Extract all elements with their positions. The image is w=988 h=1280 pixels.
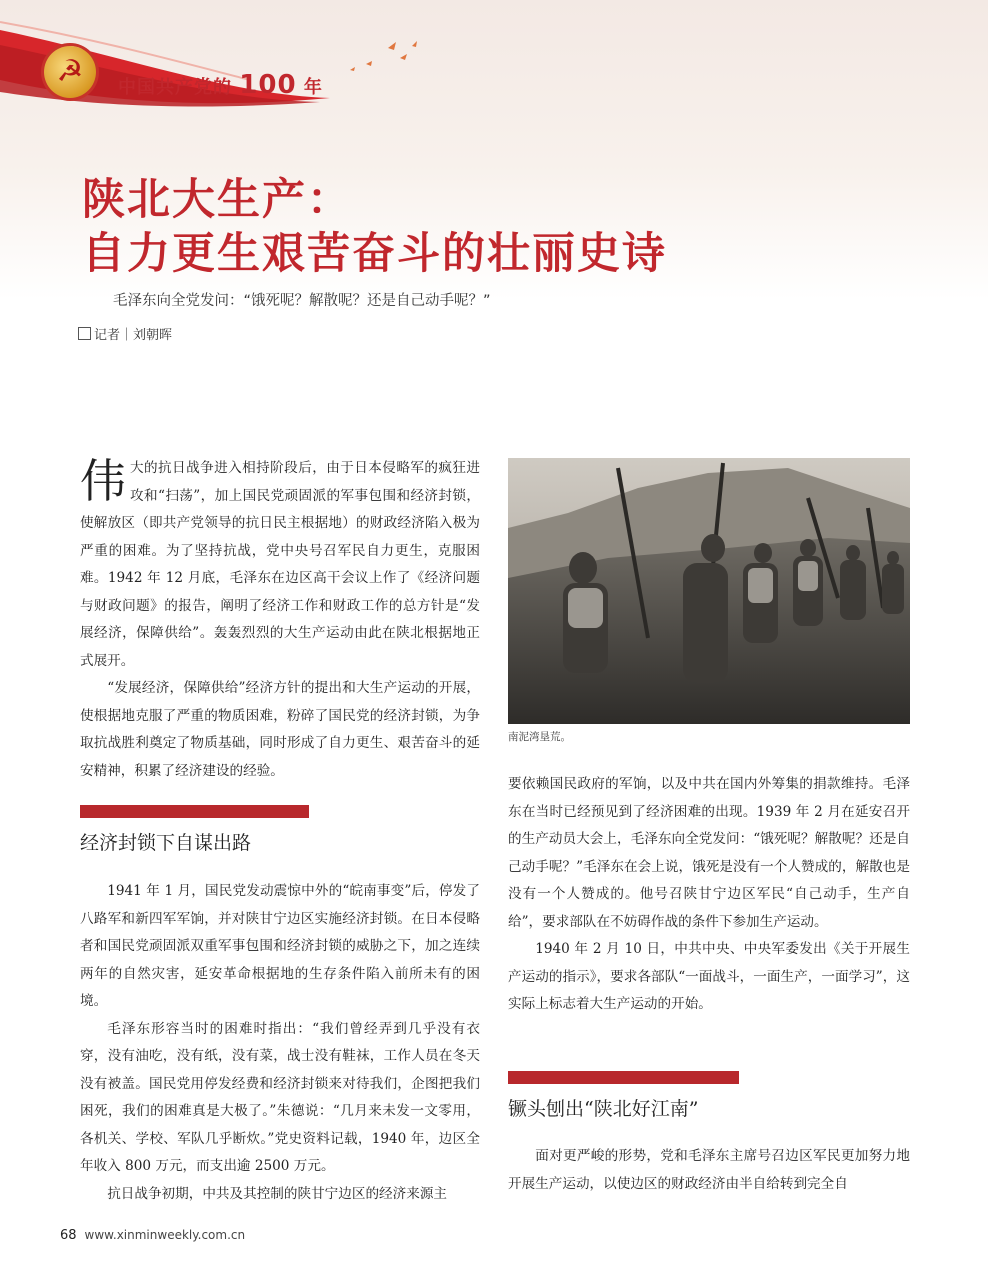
byline <box>78 324 172 343</box>
birds-decoration <box>350 41 417 71</box>
right-column-text <box>508 771 910 1019</box>
article-title-line1: 陕北大生产： <box>82 175 352 225</box>
series-label <box>118 70 323 100</box>
page-footer <box>60 1228 245 1243</box>
right-column-section2 <box>508 1143 910 1198</box>
article-title-line2: 自力更生艰苦奋斗的壮丽史诗 <box>82 229 667 279</box>
photo-caption: 南泥湾垦荒。 <box>508 731 571 743</box>
paragraph-intro <box>80 455 480 675</box>
pen-icon <box>78 327 91 340</box>
paragraph-r-1: 要依赖国民政府的军饷，以及中共在国内外筹集的捐款维持。毛泽东在当时已经预见到了经济困难的出现。1939 年 2 月在延安召开的生产动员大会上，毛泽东向全党发问：“饿死呢？解散呢？还是自己动手呢？”毛泽东在会上说，饿死是没有一个人赞成的，解散也是没有一个人赞成的。他号召陕甘宁边区军民“自己动手，生产自给”，要求部队在不妨碍作战的条件下参加生产运动。 <box>508 776 910 930</box>
section-bar <box>508 1071 739 1084</box>
photo-farming <box>508 458 910 724</box>
series-suffix: 年 <box>303 77 323 98</box>
party-emblem-icon: ☭ <box>44 46 96 98</box>
series-prefix: 中国共产党的 <box>118 77 232 98</box>
series-number: 100 <box>239 70 297 100</box>
website-url: www.xinminweekly.com.cn <box>84 1228 246 1242</box>
section-bar <box>80 805 309 818</box>
section-heading-1: 经济封锁下自谋出路 <box>80 832 252 854</box>
page-number: 68 <box>60 1228 77 1243</box>
paragraph-r-2: 1940 年 2 月 10 日，中共中央、中央军委发出《关于开展生产运动的指示》，要求各部队“一面战斗，一面生产，一面学习”，这实际上标志着大生产运动的开始。 <box>508 941 910 1012</box>
paragraph-s1-1: 1941 年 1 月，国民党发动震惊中外的“皖南事变”后，停发了八路军和新四军军饷，并对陕甘宁边区实施经济封锁。在日本侵略者和国民党顽固派双重军事包围和经济封锁的威胁之下，加之连续两年的自然灾害，延安革命根据地的生存条件陷入前所未有的困境。 <box>80 883 480 1009</box>
byline-text: 记者｜刘朝晖 <box>94 328 173 343</box>
article-subtitle: 毛泽东向全党发问：“饿死呢？解散呢？还是自己动手呢？” <box>113 293 491 309</box>
left-column-intro <box>80 455 480 785</box>
paragraph-s1-2: 毛泽东形容当时的困难时指出：“我们曾经弄到几乎没有衣穿，没有油吃，没有纸，没有菜，战士没有鞋袜，工作人员在冬天没有被盖。国民党用停发经费和经济封锁来对待我们，企图把我们困死，我们的困难真是大极了。”朱德说：“几月来未发一文零用，各机关、学校、军队几乎断炊。”党史资料记载，1940 年，边区全年收入 800 万元，而支出逾 2500 万元。 <box>80 1020 480 1174</box>
paragraph-s1-3: 抗日战争初期，中共及其控制的陕甘宁边区的经济来源主 <box>107 1185 448 1202</box>
paragraph-intro-text: 大的抗日战争进入相持阶段后，由于日本侵略军的疯狂进攻和“扫荡”，加上国民党顽固派的军事包围和经济封锁，使解放区（即共产党领导的抗日民主根据地）的财政经济陷入极为严重的困难。为了坚持抗战，党中央号召军民自力更生，克服困难。1942 年 12 月底，毛泽东在边区高干会议上作了《经济问题与财政问题》的报告，阐明了经济工作和财政工作的总方针是“发展经济，保障供给”。轰轰烈烈的大生产运动由此在陕北根据地正式展开。 <box>80 460 480 669</box>
section-heading-2: 镢头刨出“陕北好江南” <box>508 1098 699 1120</box>
paragraph-s2-1: 面对更严峻的形势，党和毛泽东主席号召边区军民更加努力地开展生产运动，以使边区的财政经济由半自给转到完全自 <box>508 1148 910 1192</box>
drop-cap: 伟 <box>80 454 126 508</box>
left-column-section1 <box>80 878 480 1208</box>
paragraph-2: “发展经济，保障供给”经济方针的提出和大生产运动的开展，使根据地克服了严重的物质困难，粉碎了国民党的经济封锁，为争取抗战胜利奠定了物质基础，同时形成了自力更生、艰苦奋斗的延安精神，积累了经济建设的经验。 <box>80 680 480 779</box>
